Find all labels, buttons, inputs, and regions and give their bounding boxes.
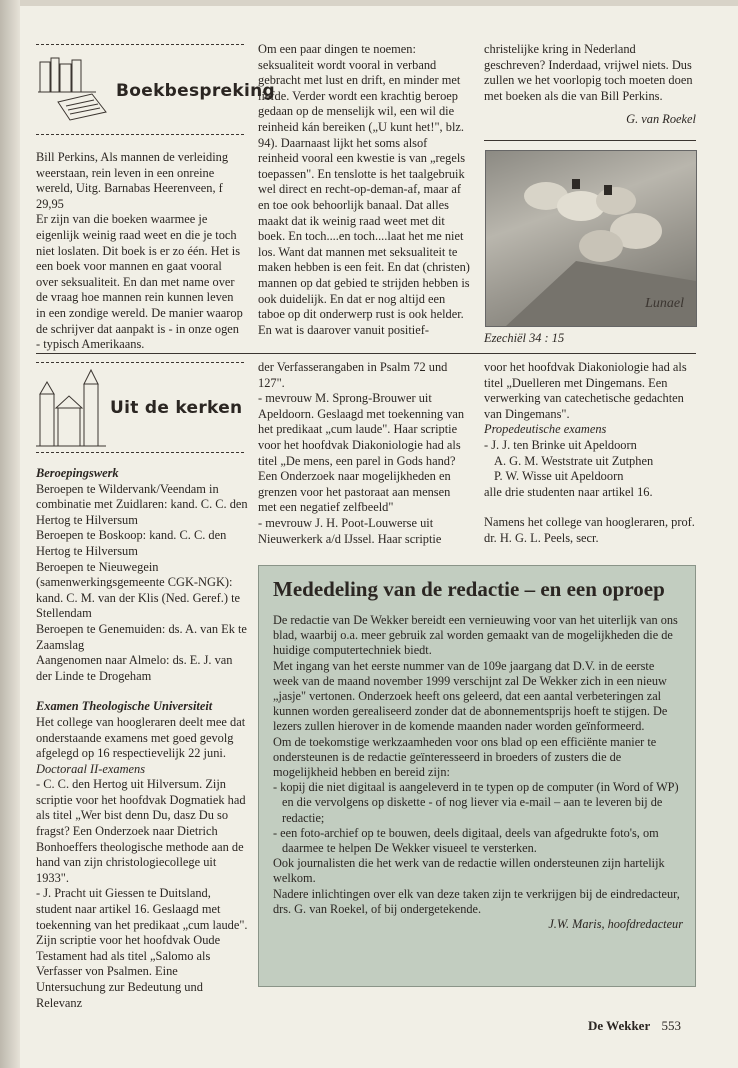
beroepingswerk-heading: Beroepingswerk [36, 466, 119, 480]
beroep-line: Beroepen te Wildervank/Veendam in combinatie met Zuidlaren: kand. C. C. den Hertog te Hilversum [36, 481, 248, 527]
page-number: 553 [661, 1018, 681, 1033]
boekbespreking-column [36, 150, 246, 353]
exam-continuation: voor het hoofdvak Diakoniologie had als titel „Duelleren met Dingemans. Een verwerking van catechetische gedachten van Dingemans". [484, 360, 687, 421]
exam-item: - J. Pracht uit Giessen te Duitsland, student naar artikel 16. Geslaagd met toekenning van het predikaat „cum laude". Zijn scriptie voor het hoofdvak Oude Testament had als titel „Salomo als Verfasser von Psalmen. Eine Untersuchung zur Bedeutung und Relevanz [36, 886, 248, 1010]
notice-paragraph: Ook journalisten die het werk van de redactie willen ondersteunen zijn hartelijk welkom. [273, 856, 665, 886]
propedeuse-line: A. G. M. Weststrate uit Zutphen [494, 453, 654, 468]
kerken-top-rule [36, 362, 244, 363]
notice-paragraph: Om de toekomstige werkzaamheden voor ons blad op een efficiënte manier te ondersteunen is de redactie geïnteresseerd in broeders of zusters die de mogelijkheid hebben en bereid zijn: [273, 734, 657, 780]
kerken-bottom-rule [36, 452, 244, 453]
review-column-3 [484, 42, 696, 128]
photo-signature: Lunael [645, 296, 684, 311]
review-ending: christelijke kring in Nederland geschreven? Inderdaad, vrijwel niets. Dus zullen we het voorlopig toch moeten doen met boeken als die van Bill Perkins. [484, 42, 693, 103]
examen-heading: Examen Theologische Universiteit [36, 699, 213, 714]
kerken-header [36, 362, 244, 454]
exam-continuation: der Verfasserangaben in Psalm 72 und 127". [258, 360, 448, 390]
notice-bullet: - kopij die niet digitaal is aangeleverd in te typen op de computer (in Word of WP) en die vervolgens op diskette - of nog liever via e-mail – aan te leveren bij de redactie; [273, 780, 679, 825]
notice-paragraph: Nadere inlichtingen over elk van deze taken zijn te verkrijgen bij de eindredacteur, drs. G. van Roekel, of bij ondergetekende. [273, 886, 680, 916]
church-icon [36, 368, 108, 448]
notice-body [273, 613, 683, 932]
notice-inner [273, 578, 683, 932]
propedeuse-line: P. W. Wisse uit Apeldoorn [494, 469, 624, 484]
page-binding-edge [0, 0, 20, 1068]
header-bottom-rule [36, 134, 244, 135]
section-divider [36, 353, 696, 354]
beroep-line: Aangenomen naar Almelo: ds. E. J. van der Linde te Drogeham [36, 653, 233, 683]
book-review-paragraph: Er zijn van die boeken waarmee je eigenlijk weinig raad weet en die je toch niet loslaten. Dit boek is er zo één. Het is een boek voor mannen en gaat vooral over seksualiteit. En dan met name over de vraag hoe mannen rein kunnen leven in een zondige wereld. De manier waarop de schrijver dat aanpakt is - in onze ogen - typisch Amerikaans. [36, 212, 243, 352]
photo-caption: Ezechiël 34 : 15 [484, 331, 565, 345]
books-icon [36, 54, 116, 126]
exam-item: - C. C. den Hertog uit Hilversum. Zijn scriptie voor het hoofdvak Dogmatiek had als titel „Wer bist denn Du, dasz Du so fragst? Een Onderzoek naar Dietrich Bonhoeffers theologische methode aan de hand van zijn christologiecollege uit 1933". [36, 777, 246, 885]
doctoraal-subheading: Doctoraal II-examens [36, 761, 146, 776]
notice-paragraph: Met ingang van het eerste nummer van de 109e jaargang dat D.V. in de eerste week van de maand november 1999 verschijnt zal De Wekker zich in een nieuw „jasje" vertonen. Onderzoek heeft ons geleerd, dat een aantal verbeteringen zal kunnen worden gerealiseerd zonder dat de abonnementsprijs hoeft te stijgen. De lezers zullen hierover in de komende maanden nader worden geïnformeerd. [273, 658, 668, 734]
review-column-2 [258, 42, 470, 338]
notice-title: Mededeling van de redactie – en een oproep [273, 577, 665, 601]
exam-item: - mevrouw M. Sprong-Brouwer uit Apeldoorn. Geslaagd met toekenning van het predikaat „cum laude". Haar scriptie voor het hoofdvak Diakoniologie had als titel „De mens, een parel in Gods hand? Een Onderzoek naar mogelijkheden en grenzen voor het pastoraat aan mensen met een negatief zelfbeeld" [258, 391, 465, 515]
propedeutische-subheading: Propedeutische examens [484, 422, 607, 437]
kerken-column-1 [36, 466, 248, 1011]
kerken-title: Uit de kerken [110, 398, 243, 418]
college-closing: Namens het college van hoogleraren, prof. dr. H. G. L. Peels, secr. [484, 515, 695, 545]
photo-top-rule [484, 140, 696, 141]
publication-name: De Wekker [588, 1018, 651, 1033]
notice-signature: J.W. Maris, hoofdredacteur [548, 917, 683, 932]
page-footer [588, 1018, 681, 1034]
review-signature: G. van Roekel [626, 112, 696, 127]
boekbespreking-header [36, 44, 275, 136]
kerken-column-3 [484, 360, 696, 547]
notice-bullet: - een foto-archief op te bouwen, deels digitaal, deels van afgedrukte foto's, om daarmee te helpen De Wekker visueel te versterken. [273, 825, 659, 856]
exam-item: - mevrouw J. H. Poot-Louwerse uit Nieuwerkerk a/d IJssel. Haar scriptie [258, 515, 442, 546]
beroep-line: Beroepen te Genemuiden: ds. A. van Ek te Zaamslag [36, 621, 247, 652]
beroep-line: Beroepen te Nieuwegein (samenwerkingsgemeente CGK-NGK): kand. C. M. van der Klis (Ned. Geref.) te Stellendam [36, 559, 241, 621]
sheep-photo [485, 150, 697, 327]
header-top-rule [36, 44, 244, 45]
notice-paragraph: De redactie van De Wekker bereidt een vernieuwing voor van het uiterlijk van ons blad, waarbij o.a. meer gebruik zal worden gemaakt van de mogelijkheden die de huidige computertechniek biedt. [273, 613, 678, 658]
kerken-column-2 [258, 360, 470, 547]
boekbespreking-title: Boekbespreking [116, 81, 275, 101]
beroep-line: Beroepen te Boskoop: kand. C. C. den Hertog te Hilversum [36, 528, 227, 558]
propedeuse-line: alle drie studenten naar artikel 16. [484, 484, 653, 499]
propedeuse-line: - J. J. ten Brinke uit Apeldoorn [484, 437, 637, 452]
book-citation: Bill Perkins, Als mannen de verleiding weerstaan, rein leven in een onreine wereld, Uitg. Barnabas Heerenveen, f 29,95 [36, 150, 229, 211]
examen-intro: Het college van hoogleraren deelt mee dat onderstaande examens met goed gevolg afgelegd op 16 respectievelijk 22 juni. [36, 714, 246, 761]
redactie-notice-box [258, 565, 696, 987]
page-top-edge [0, 0, 738, 6]
review-continuation: Om een paar dingen te noemen: seksualiteit wordt vooral in verband gebracht met lust en drift, en minder met liefde. Verder wordt een krachtig beroep gedaan op de menselijk wil, een wil die reinheid kán bereiken („U kunt het!", blz. 94). Daarnaast lijkt het soms alsof reinheid vooral een kwestie is van „regels toepassen". En tenslotte is het taalgebruik wel direct en recht-op-deman-af, maar af en toe ook behoorlijk banaal. Dat alles maakt dat ik weinig raad weet met dit boek. En toch....en toch....laat het me niet los. Want dat mannen met seksualiteit te maken hebben is een feit. En dat (christen) mannen op dat gebied te strijden hebben is ook duidelijk. En dat er nog altijd een taboe op dit onderwerp rust is ook helder. En wat is daarover vanuit positief- [258, 42, 470, 337]
